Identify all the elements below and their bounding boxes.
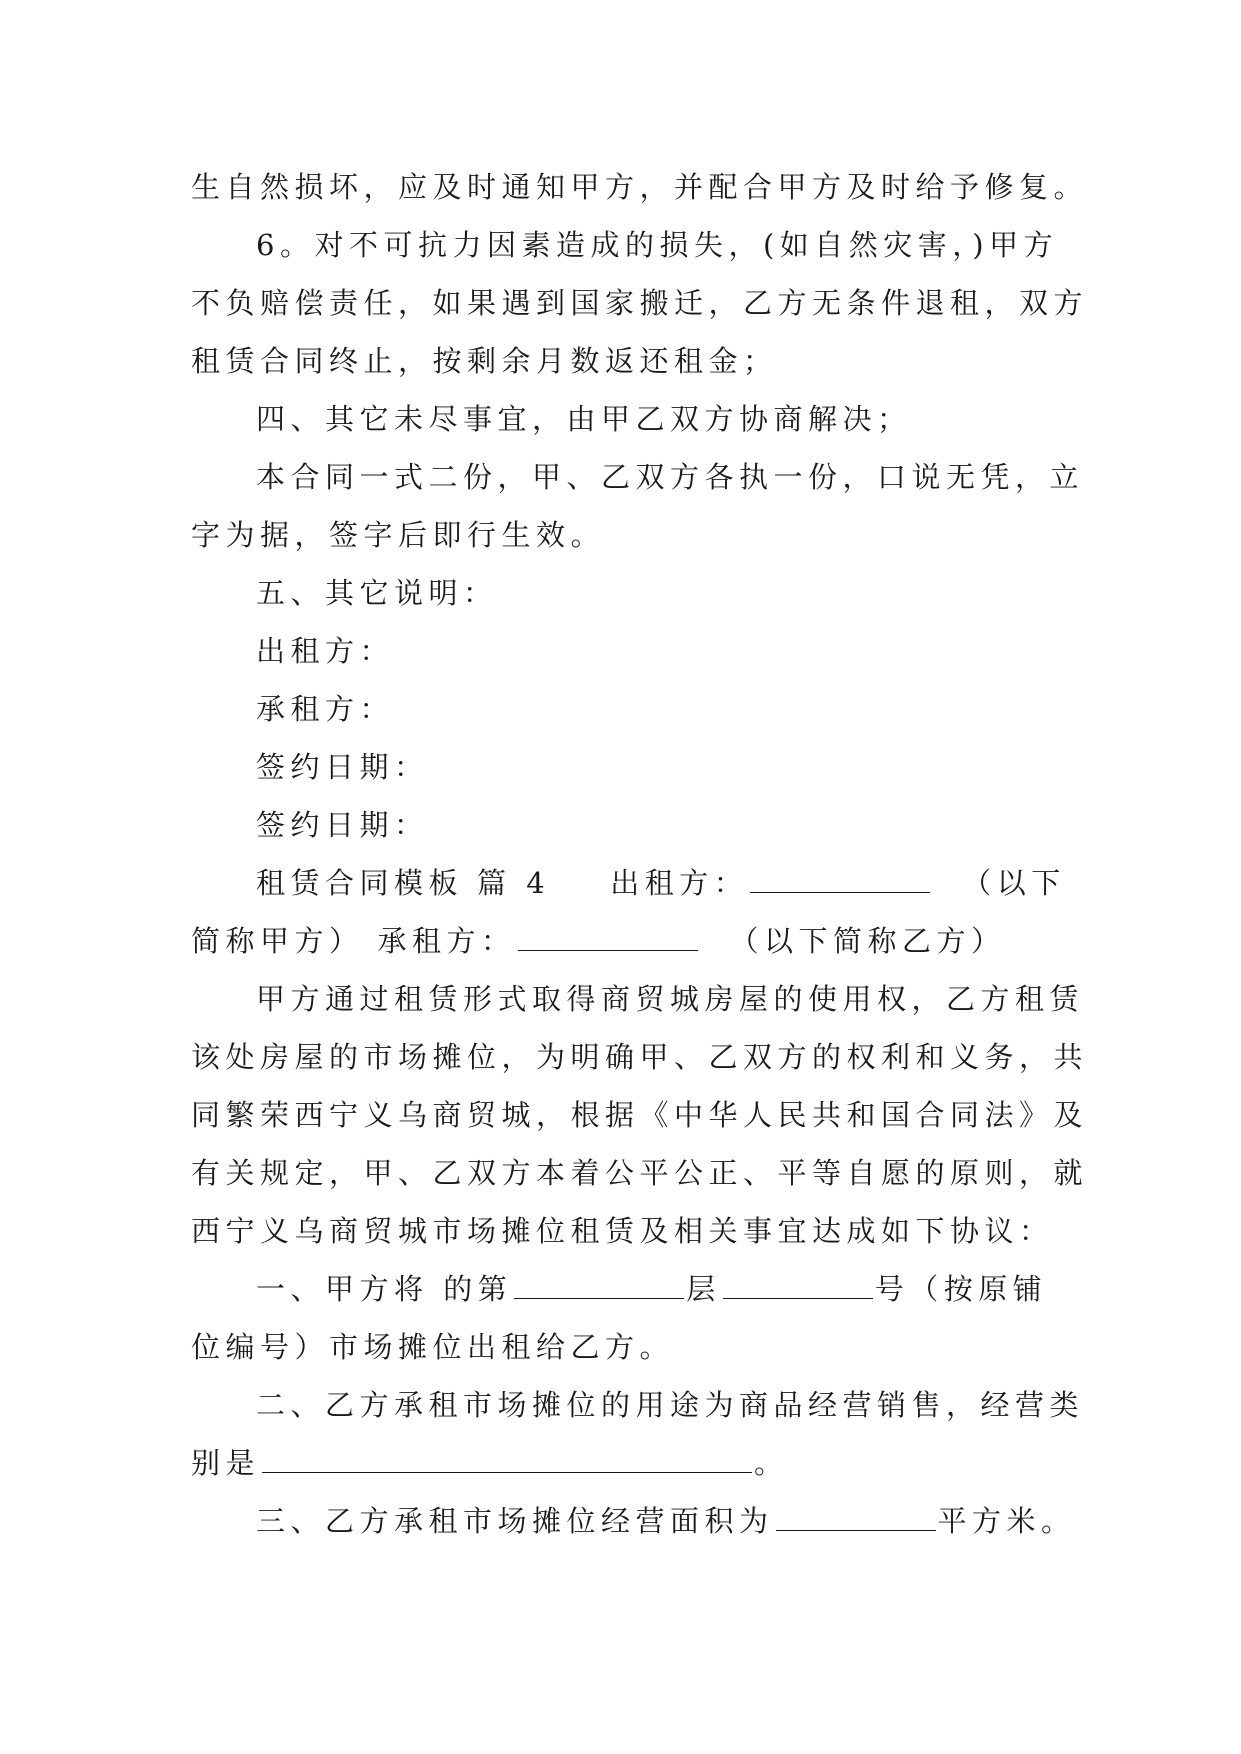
text-line (191, 1434, 1051, 1492)
lessor-blank[interactable] (750, 862, 930, 893)
text-line: 该处房屋的市场摊位，为明确甲、乙双方的权利和义务，共 (191, 1040, 1089, 1074)
text-fragment: （以下 (962, 866, 1066, 900)
text-fragment: 层 (686, 1272, 721, 1306)
stall-number-blank[interactable] (723, 1268, 873, 1299)
floor-blank[interactable] (514, 1268, 684, 1299)
text-line: 甲方通过租赁形式取得商贸城房屋的使用权，乙方租赁 (256, 982, 1085, 1016)
text-fragment: 别是 (191, 1446, 261, 1480)
text-line (191, 912, 1051, 970)
text-fragment: 一、甲方将 的第 (256, 1272, 513, 1306)
text-line: 同繁荣西宁义乌商贸城，根据《中华人民共和国合同法》及 (191, 1098, 1089, 1132)
area-blank[interactable] (776, 1500, 936, 1531)
text-fragment: （以下简称乙方） (729, 924, 1006, 958)
text-line: 租赁合同终止，按剩余月数返还租金； (191, 344, 778, 378)
text-line (191, 1492, 1076, 1550)
text-line: 二、乙方承租市场摊位的用途为商品经营销售，经营类 (256, 1388, 1085, 1422)
text-fragment: 三、乙方承租市场摊位经营面积为 (256, 1504, 774, 1538)
business-category-blank[interactable] (262, 1442, 752, 1473)
text-fragment: 平方米。 (937, 1504, 1076, 1538)
text-line: 位编号）市场摊位出租给乙方。 (191, 1330, 675, 1364)
text-line: 6。对不可抗力因素造成的损失，(如自然灾害，)甲方 (256, 228, 1059, 262)
document-body (191, 158, 1089, 1550)
text-fragment: 。 (754, 1446, 789, 1480)
text-line: 四、其它未尽事宜，由甲乙双方协商解决； (256, 402, 912, 436)
text-fragment: 简称甲方） (191, 924, 364, 958)
section-title: 租赁合同模板 (256, 866, 464, 900)
lessee-label: 承租方： (377, 924, 516, 958)
lessee-blank[interactable] (518, 920, 698, 951)
lessee-label: 承租方： (256, 692, 395, 726)
text-fragment: 号（按原铺 (874, 1272, 1048, 1306)
text-line (191, 854, 1066, 912)
text-line: 西宁义乌商贸城市场摊位租赁及相关事宜达成如下协议： (191, 1214, 1054, 1248)
sign-date-label: 签约日期： (256, 808, 429, 842)
text-line: 字为据，签字后即行生效。 (191, 518, 606, 552)
sign-date-label: 签约日期： (256, 750, 429, 784)
text-line: 本合同一式二份，甲、乙双方各执一份，口说无凭，立 (256, 460, 1085, 494)
lessor-label: 出租方： (610, 866, 749, 900)
text-line: 有关规定，甲、乙双方本着公平公正、平等自愿的原则，就 (191, 1156, 1089, 1190)
text-line: 不负赔偿责任，如果遇到国家搬迁，乙方无条件退租，双方 (191, 286, 1089, 320)
text-line: 生自然损坏，应及时通知甲方，并配合甲方及时给予修复。 (191, 170, 1089, 204)
text-line (191, 1260, 1051, 1318)
lessor-label: 出租方： (256, 634, 395, 668)
section-number: 篇 4 (477, 866, 551, 900)
text-line: 五、其它说明： (256, 576, 498, 610)
